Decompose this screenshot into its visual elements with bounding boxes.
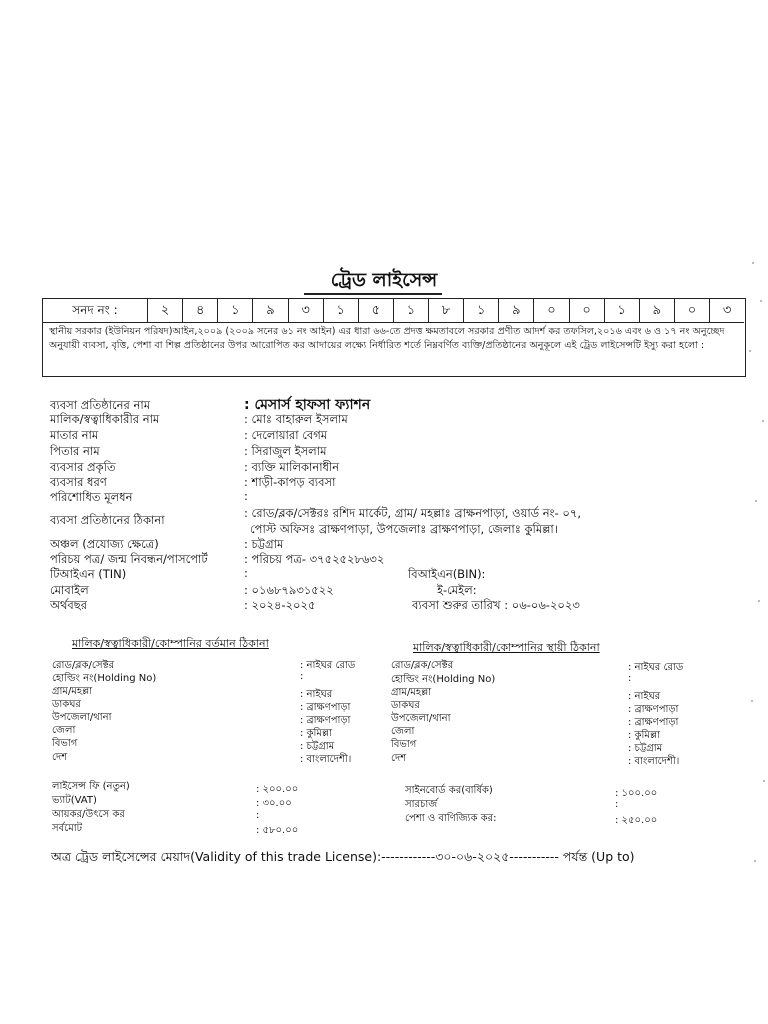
paid-capital-label: পরিশোধিত মূলধন	[50, 490, 133, 504]
current-division-label: বিভাগ	[52, 738, 78, 749]
certificate-box	[42, 298, 746, 377]
surcharge-value: :	[615, 799, 619, 810]
business-nature-label: ব্যবসার প্রকৃতি	[50, 460, 116, 474]
vat-value: : ৩০.০০	[256, 798, 292, 809]
profession-tax-label: পেশা ও বাণিজ্যিক কর:	[405, 813, 497, 824]
certificate-digit: ৫	[359, 299, 394, 322]
permanent-road-label: রোড/ব্লক/সেক্টর	[391, 660, 454, 671]
license-fee-value: : ২০০.০০	[256, 784, 299, 795]
current-village-value: : নাইঘর	[300, 689, 333, 700]
email-label: ই-মেইল:	[437, 583, 477, 597]
permanent-holding-label: হোল্ডিং নং(Holding No)	[391, 674, 496, 685]
current-upazila-label: উপজেলা/থানা	[52, 712, 112, 723]
id-document-label: পরিচয় পত্র/ জন্ম নিবন্ধন/পাসপোর্ট	[50, 552, 208, 566]
owner-name-value: : মোঃ বাহারুল ইসলাম	[244, 412, 348, 426]
total-label: সর্বমোট	[52, 823, 83, 834]
permanent-post-value: : ব্রাক্ষণপাড়া	[628, 704, 679, 715]
tin-label: টিআইএন (TIN)	[50, 567, 127, 581]
bin-label: বিআইএন(BIN):	[408, 567, 486, 581]
business-name-value: : মেসার্স হাফসা ফ্যাশন	[244, 397, 371, 413]
certificate-digit: ৮	[429, 299, 464, 322]
vat-label: ভ্যাট(VAT)	[52, 795, 97, 806]
certificate-digit: ০	[675, 299, 710, 322]
current-division-value: : চট্টগ্রাম	[300, 741, 335, 752]
tin-value: :	[244, 566, 248, 580]
mobile-value: : ০১৬৮৭৯৩১৫২২	[244, 583, 334, 597]
permanent-upazila-value: : ব্রাক্ষণপাড়া	[628, 717, 679, 728]
license-validity: অত্র ট্রেড লাইসেন্সের মেয়াদ(Validity of this trade License):------------৩০-০৬-২০২৫----------- পর্যন্ত (Up to)	[51, 849, 635, 864]
fiscal-year-value: : ২০২৪-২০২৫	[244, 598, 316, 612]
paid-capital-value: :	[244, 489, 248, 503]
current-country-value: : বাংলাদেশী।	[300, 754, 352, 765]
permanent-country-value: : বাংলাদেশী।	[628, 756, 680, 767]
mother-name-label: মাতার নাম	[50, 428, 99, 442]
business-address-line1: : রোড/ব্লক/সেক্টরঃ রশিদ মার্কেট, গ্রাম/ মহল্লাঃ ব্রাক্ষনপাড়া, ওয়ার্ড নং- ০৭,	[244, 506, 582, 520]
current-post-value: : ব্রাক্ষণপাড়া	[300, 702, 351, 713]
permanent-village-label: গ্রাম/মহল্লা	[391, 687, 432, 698]
permanent-district-label: জেলা	[391, 726, 415, 737]
certificate-digit: ১	[605, 299, 640, 322]
business-address-label: ব্যবসা প্রতিষ্ঠানের ঠিকানা	[50, 513, 165, 527]
surcharge-label: সারচার্জ	[405, 799, 438, 810]
signboard-tax-value: : ১০০.০০	[615, 788, 658, 799]
certificate-digit: ৯	[640, 299, 675, 322]
certificate-digit: ৯	[499, 299, 534, 322]
title-underline	[304, 293, 442, 295]
preamble-text: স্থানীয় সরকার (ইউনিয়ন পরিষদ)আইন,২০০৯ (২০০৯ সনের ৬১ নং আইন) এর ধারা ৬৬-তে প্রদত্ত ক্ষমতাবলে সরকার প্রণীত আদর্শ কর তফসিল,২০১৬ এবং ৬ ও ১৭ নং অনুচ্ছেদ অনুযায়ী ব্যবসা, বৃত্তি, পেশা বা শিল্প প্রতিষ্ঠানের উপর আরোপিত কর আদায়ের লক্ষ্যে নির্ধারিত শর্তে নিম্নবর্ণিত ব্যক্তি/প্রতিষ্ঠানের অনুকূলে এই ট্রেড লাইসেন্সটি ইস্যু করা হলো :	[49, 326, 725, 351]
current-road-value: : নাইঘর রোড	[300, 660, 356, 671]
business-type-label: ব্যবসার ধরণ	[50, 475, 107, 489]
certificate-digit: ৪	[183, 299, 218, 322]
certificate-number-row	[43, 299, 744, 323]
business-start-date: ব্যবসা শুরুর তারিখ : ০৬-০৬-২০২৩	[412, 598, 580, 612]
permanent-country-label: দেশ	[391, 753, 407, 764]
current-address-heading: মালিক/স্বত্বাধিকারী/কোম্পানির বর্তমান ঠিকানা	[72, 637, 269, 650]
current-post-label: ডাকঘর	[52, 699, 81, 710]
permanent-division-label: বিভাগ	[391, 739, 417, 750]
zone-label: অঞ্চল (প্রযোজ্য ক্ষেত্রে)	[50, 537, 159, 551]
license-fee-label: লাইসেন্স ফি (নতুন)	[52, 781, 130, 792]
certificate-digit: ১	[218, 299, 253, 322]
current-holding-value: :	[300, 671, 304, 682]
certificate-digit: ২	[148, 299, 183, 322]
current-district-label: জেলা	[52, 725, 76, 736]
business-type-value: : শাড়ী-কাপড় ব্যবসা	[244, 475, 336, 489]
certificate-digit: ০	[534, 299, 569, 322]
business-name-label: ব্যবসা প্রতিষ্ঠানের নাম	[50, 398, 151, 412]
total-value: : ৫৮০.০০	[256, 825, 299, 836]
business-address-line2: পোস্ট অফিসঃ ব্রাক্ষণপাড়া, উপজেলাঃ ব্রাক্ষণপাড়া, জেলাঃ কুমিল্লা।	[250, 522, 558, 536]
income-tax-label: আয়কর/উৎসে কর	[52, 809, 125, 820]
father-name-value: : সিরাজুল ইসলাম	[244, 444, 327, 458]
certificate-digit: ০	[570, 299, 605, 322]
mobile-label: মোবাইল	[50, 583, 89, 597]
fiscal-year-label: অর্থবছর	[50, 598, 88, 612]
zone-value: : চট্টগ্রাম	[244, 537, 284, 551]
current-holding-label: হোল্ডিং নং(Holding No)	[52, 673, 157, 684]
id-document-value: : পরিচয় পত্র- ৩৭৫২৫২৮৬৩২	[244, 552, 385, 566]
current-district-value: : কুমিল্লা	[300, 728, 332, 739]
certificate-digit: ৯	[253, 299, 288, 322]
current-country-label: দেশ	[52, 752, 68, 763]
certificate-digit: ১	[324, 299, 359, 322]
permanent-upazila-label: উপজেলা/থানা	[391, 713, 451, 724]
income-tax-value: :	[256, 810, 260, 821]
certificate-digit: ১	[464, 299, 499, 322]
certificate-digit: ৩	[722, 303, 732, 318]
permanent-district-value: : কুমিল্লা	[628, 730, 660, 741]
father-name-label: পিতার নাম	[50, 444, 100, 458]
current-village-label: গ্রাম/মহল্লা	[52, 686, 93, 697]
business-nature-value: : ব্যক্তি মালিকানাধীন	[244, 460, 340, 474]
certificate-digit: ১	[394, 299, 429, 322]
permanent-village-value: : নাইঘর	[628, 691, 661, 702]
permanent-division-value: : চট্টগ্রাম	[628, 743, 663, 754]
current-road-label: রোড/ব্লক/সেক্টর	[52, 660, 115, 671]
current-upazila-value: : ব্রাক্ষণপাড়া	[300, 715, 351, 726]
permanent-holding-value: :	[628, 673, 632, 684]
permanent-address-heading: মালিক/স্বত্বাধিকারী/কোম্পানির স্থায়ী ঠিকানা	[413, 641, 600, 654]
owner-name-label: মালিক/স্বত্বাধিকারীর নাম	[50, 412, 160, 426]
document-title: ট্রেড লাইসেন্স	[330, 269, 438, 291]
permanent-road-value: : নাইঘর রোড	[628, 662, 684, 673]
certificate-number-label: সনদ নং :	[43, 299, 148, 322]
permanent-post-label: ডাকঘর	[391, 700, 420, 711]
certificate-digit: ৩	[289, 299, 324, 322]
profession-tax-value: : ২৫০.০০	[615, 815, 658, 826]
signboard-tax-label: সাইনবোর্ড কর(বার্ষিক)	[405, 785, 493, 796]
mother-name-value: : দেলোয়ারা বেগম	[244, 428, 328, 442]
